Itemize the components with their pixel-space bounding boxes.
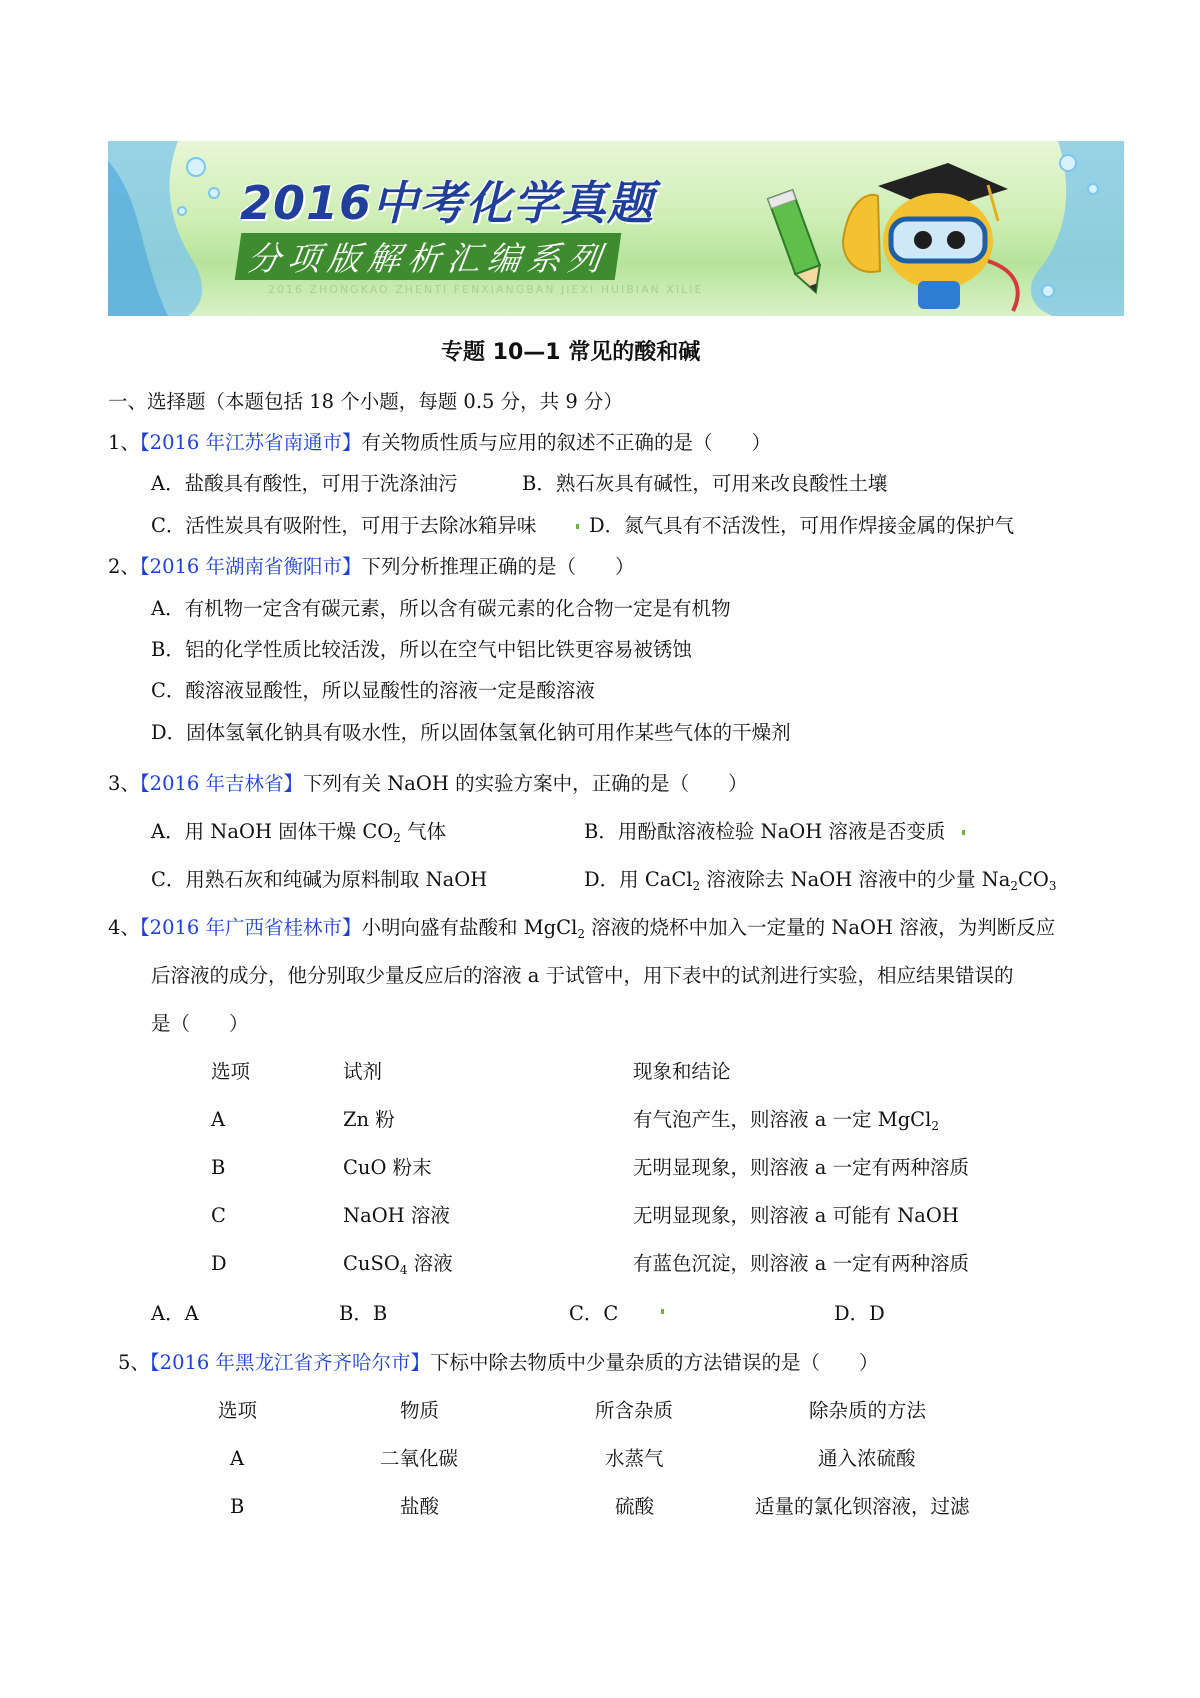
question-3-option-c: C．用熟石灰和纯碱为原料制取 NaOH — [151, 868, 488, 891]
table-header: 除杂质的方法 — [809, 1399, 927, 1422]
table-cell: 硫酸 — [615, 1495, 655, 1518]
table-cell: CuO 粉末 — [343, 1156, 432, 1179]
question-source: 【2016 年湖南省衡阳市】 — [139, 555, 362, 578]
table-cell: 盐酸 — [400, 1495, 440, 1518]
table-header: 所含杂质 — [595, 1399, 674, 1422]
question-1-option-a: A．盐酸具有酸性，可用于洗涤油污 — [151, 472, 458, 495]
question-4-choice-a: A．A — [151, 1302, 199, 1325]
table-cell: 有气泡产生，则溶液 a 一定 MgCl$_2$ — [633, 1108, 939, 1133]
question-2-option-b: B．铝的化学性质比较活泼，所以在空气中铝比铁更容易被锈蚀 — [151, 638, 692, 661]
question-4-choice-b: B．B — [339, 1302, 388, 1325]
bubble-icon — [178, 207, 186, 215]
question-4-stem-line-3: 是（ ） — [151, 1012, 249, 1035]
header-banner — [108, 141, 1124, 316]
question-number: 5、 — [118, 1351, 150, 1374]
table-cell: NaOH 溶液 — [343, 1204, 450, 1227]
banner-subtitle: 分项版解析汇编系列 — [235, 233, 622, 280]
question-3-option-d: D．用 CaCl$_2$ 溶液除去 NaOH 溶液中的少量 $Na_2CO_3$ — [584, 868, 1057, 893]
table-header: 现象和结论 — [633, 1060, 731, 1083]
table-cell: C — [211, 1204, 226, 1227]
bubble-icon — [187, 158, 205, 176]
question-1-option-d: D．氮气具有不活泼性，可用作焊接金属的保护气 — [589, 514, 1015, 537]
section-heading: 一、选择题（本题包括 18 个小题，每题 0.5 分，共 9 分） — [108, 390, 623, 413]
question-3-option-b: B．用酚酞溶液检验 NaOH 溶液是否变质 — [584, 820, 946, 843]
graduate-mascot-icon — [843, 163, 1018, 311]
question-source: 【2016 年广西省桂林市】 — [139, 916, 362, 939]
banner-pinyin: 2016 ZHONGKAO ZHENTI FENXIANGBAN JIEXI HUIBIAN XILIE — [268, 283, 704, 296]
question-number: 4、 — [108, 916, 140, 939]
question-5-stem — [118, 1350, 879, 1376]
question-2-option-c: C．酸溶液显酸性，所以显酸性的溶液一定是酸溶液 — [151, 679, 595, 702]
question-text: 下标中除去物质中少量杂质的方法错误的是（ ） — [430, 1351, 879, 1374]
question-2-option-d: D．固体氢氧化钠具有吸水性，所以固体氢氧化钠可用作某些气体的干燥剂 — [151, 721, 791, 744]
question-number: 2、 — [108, 555, 140, 578]
question-3-stem — [108, 771, 748, 797]
table-cell: 无明显现象，则溶液 a 一定有两种溶质 — [633, 1156, 970, 1179]
banner-title: 2016中考化学真题 — [240, 176, 655, 230]
question-2-stem — [108, 554, 635, 580]
document-title: 专题 10—1 常见的酸和碱 — [441, 340, 701, 365]
table-cell: 无明显现象，则溶液 a 可能有 NaOH — [633, 1204, 959, 1227]
question-number: 1、 — [108, 431, 140, 454]
question-4-stem-line-2: 后溶液的成分，他分别取少量反应后的溶液 a 于试管中，用下表中的试剂进行实验，相应结果错误的 — [151, 964, 1014, 987]
question-3-option-a: A．用 NaOH 固体干燥 $CO_2$ 气体 — [151, 820, 447, 845]
table-cell: 适量的氯化钡溶液，过滤 — [755, 1495, 970, 1518]
table-cell: Zn 粉 — [343, 1108, 395, 1131]
question-1-option-b: B．熟石灰具有碱性，可用来改良酸性土壤 — [522, 472, 888, 495]
question-text: 有关物质性质与应用的叙述不正确的是（ ） — [361, 431, 772, 454]
table-cell: 有蓝色沉淀，则溶液 a 一定有两种溶质 — [633, 1252, 970, 1275]
scan-mark — [576, 524, 579, 529]
table-header: 物质 — [400, 1399, 440, 1422]
scan-mark — [661, 1309, 664, 1314]
table-cell: 通入浓硫酸 — [818, 1447, 916, 1470]
question-4-choice-c: C．C — [569, 1302, 619, 1325]
question-text: 下列有关 NaOH 的实验方案中，正确的是（ ） — [303, 772, 748, 795]
table-cell: D — [211, 1252, 227, 1275]
question-source: 【2016 年黑龙江省齐齐哈尔市】 — [149, 1351, 430, 1374]
question-4-choice-d: D．D — [834, 1302, 885, 1325]
question-number: 3、 — [108, 772, 140, 795]
question-source: 【2016 年吉林省】 — [139, 772, 303, 795]
question-source: 【2016 年江苏省南通市】 — [139, 431, 362, 454]
question-1-option-c: C．活性炭具有吸附性，可用于去除冰箱异味 — [151, 514, 537, 537]
table-header: 试剂 — [343, 1060, 383, 1083]
bubble-icon — [1088, 184, 1098, 194]
question-text: 下列分析推理正确的是（ ） — [361, 555, 635, 578]
bubble-icon — [1042, 285, 1054, 297]
question-1-stem — [108, 430, 771, 456]
table-cell: A — [230, 1447, 245, 1470]
question-4-stem: 4、【2016 年广西省桂林市】小明向盛有盐酸和 MgCl$_2$ 溶液的烧杯中加入一定量的 NaOH 溶液，为判断反应 — [108, 916, 1056, 941]
table-cell: A — [211, 1108, 226, 1131]
table-header: 选项 — [211, 1060, 251, 1083]
scan-mark — [962, 830, 965, 835]
pencil-icon — [768, 190, 828, 297]
table-cell: 二氧化碳 — [380, 1447, 459, 1470]
table-cell: 水蒸气 — [605, 1447, 664, 1470]
question-2-option-a: A．有机物一定含有碳元素，所以含有碳元素的化合物一定是有机物 — [151, 597, 731, 620]
table-cell: B — [230, 1495, 245, 1518]
table-cell: CuSO$_4$ 溶液 — [343, 1252, 453, 1277]
bubble-icon — [209, 188, 219, 198]
bubble-icon — [1060, 155, 1076, 171]
table-header: 选项 — [218, 1399, 258, 1422]
table-cell: B — [211, 1156, 226, 1179]
